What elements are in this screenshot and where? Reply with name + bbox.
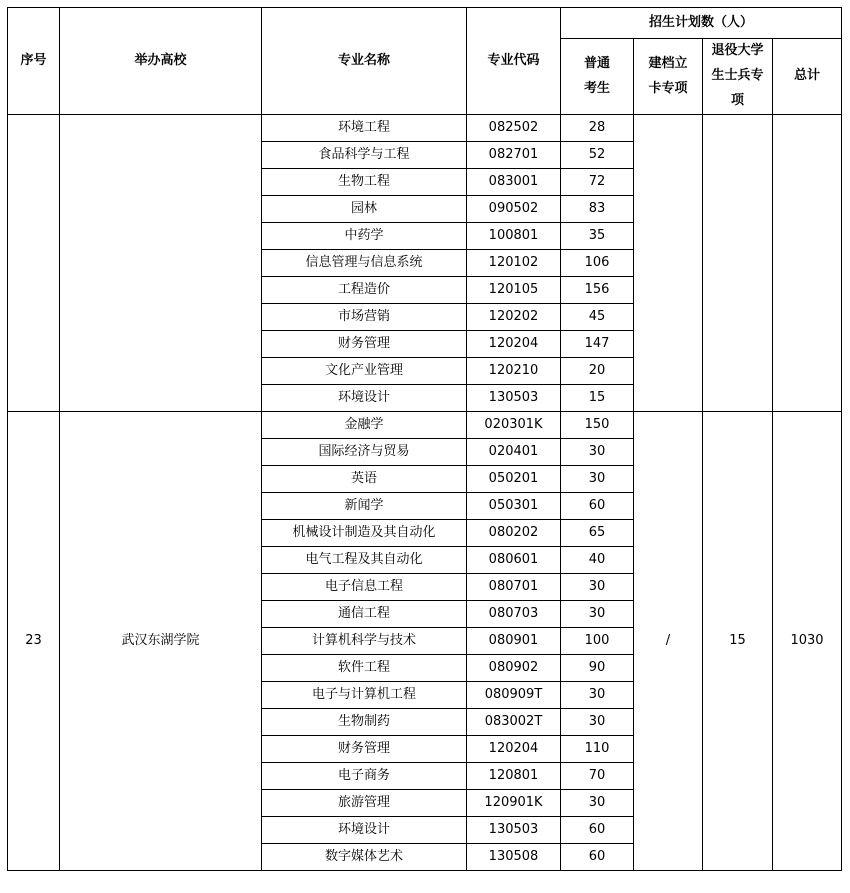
- poverty-cell: /: [634, 412, 703, 871]
- header-major: 专业名称: [262, 8, 467, 115]
- code-cell: 090502: [467, 196, 561, 223]
- major-cell: 软件工程: [262, 655, 467, 682]
- code-cell: 120901K: [467, 790, 561, 817]
- major-cell: 新闻学: [262, 493, 467, 520]
- seq-cell-prev: [8, 115, 60, 412]
- code-cell: 083001: [467, 169, 561, 196]
- code-cell: 080601: [467, 547, 561, 574]
- regular-count-cell: 30: [561, 574, 634, 601]
- regular-count-cell: 156: [561, 277, 634, 304]
- veteran-cell-prev: [703, 115, 773, 412]
- header-school: 举办高校: [60, 8, 262, 115]
- major-cell: 市场营销: [262, 304, 467, 331]
- regular-count-cell: 100: [561, 628, 634, 655]
- regular-count-cell: 30: [561, 709, 634, 736]
- enrollment-plan-table: [7, 7, 842, 871]
- code-cell: 080909T: [467, 682, 561, 709]
- major-cell: 电子与计算机工程: [262, 682, 467, 709]
- regular-count-cell: 60: [561, 844, 634, 871]
- code-cell: 080202: [467, 520, 561, 547]
- major-cell: 电子商务: [262, 763, 467, 790]
- code-cell: 020301K: [467, 412, 561, 439]
- header-plan-group: 招生计划数（人）: [561, 8, 842, 39]
- code-cell: 080703: [467, 601, 561, 628]
- code-cell: 120801: [467, 763, 561, 790]
- regular-count-cell: 30: [561, 790, 634, 817]
- code-cell: 080902: [467, 655, 561, 682]
- code-cell: 120210: [467, 358, 561, 385]
- major-cell: 信息管理与信息系统: [262, 250, 467, 277]
- regular-count-cell: 72: [561, 169, 634, 196]
- major-cell: 通信工程: [262, 601, 467, 628]
- major-cell: 财务管理: [262, 736, 467, 763]
- school-cell: 武汉东湖学院: [60, 412, 262, 871]
- school-cell-prev: [60, 115, 262, 412]
- major-cell: 国际经济与贸易: [262, 439, 467, 466]
- major-cell: 食品科学与工程: [262, 142, 467, 169]
- header-total: 总计: [773, 39, 842, 115]
- header-poverty: 建档立卡专项: [634, 39, 703, 115]
- regular-count-cell: 30: [561, 466, 634, 493]
- code-cell: 130508: [467, 844, 561, 871]
- major-cell: 计算机科学与技术: [262, 628, 467, 655]
- code-cell: 100801: [467, 223, 561, 250]
- major-cell: 机械设计制造及其自动化: [262, 520, 467, 547]
- regular-count-cell: 70: [561, 763, 634, 790]
- regular-count-cell: 52: [561, 142, 634, 169]
- table-row: [8, 412, 842, 439]
- code-cell: 120105: [467, 277, 561, 304]
- header-seq: 序号: [8, 8, 60, 115]
- regular-count-cell: 106: [561, 250, 634, 277]
- regular-count-cell: 90: [561, 655, 634, 682]
- regular-count-cell: 83: [561, 196, 634, 223]
- regular-count-cell: 147: [561, 331, 634, 358]
- major-cell: 金融学: [262, 412, 467, 439]
- code-cell: 080901: [467, 628, 561, 655]
- code-cell: 050201: [467, 466, 561, 493]
- major-cell: 工程造价: [262, 277, 467, 304]
- regular-count-cell: 110: [561, 736, 634, 763]
- code-cell: 050301: [467, 493, 561, 520]
- major-cell: 生物工程: [262, 169, 467, 196]
- regular-count-cell: 150: [561, 412, 634, 439]
- header-regular: 普通考生: [561, 39, 634, 115]
- major-cell: 生物制药: [262, 709, 467, 736]
- major-cell: 财务管理: [262, 331, 467, 358]
- major-cell: 文化产业管理: [262, 358, 467, 385]
- code-cell: 020401: [467, 439, 561, 466]
- poverty-cell-prev: [634, 115, 703, 412]
- major-cell: 环境设计: [262, 817, 467, 844]
- major-cell: 电子信息工程: [262, 574, 467, 601]
- regular-count-cell: 35: [561, 223, 634, 250]
- code-cell: 130503: [467, 817, 561, 844]
- code-cell: 120202: [467, 304, 561, 331]
- header-code: 专业代码: [467, 8, 561, 115]
- code-cell: 120204: [467, 331, 561, 358]
- major-cell: 数字媒体艺术: [262, 844, 467, 871]
- regular-count-cell: 60: [561, 493, 634, 520]
- major-cell: 中药学: [262, 223, 467, 250]
- regular-count-cell: 20: [561, 358, 634, 385]
- code-cell: 120204: [467, 736, 561, 763]
- header-veteran: 退役大学生士兵专项: [703, 39, 773, 115]
- regular-count-cell: 60: [561, 817, 634, 844]
- code-cell: 082502: [467, 115, 561, 142]
- regular-count-cell: 15: [561, 385, 634, 412]
- major-cell: 环境工程: [262, 115, 467, 142]
- regular-count-cell: 45: [561, 304, 634, 331]
- major-cell: 环境设计: [262, 385, 467, 412]
- code-cell: 083002T: [467, 709, 561, 736]
- regular-count-cell: 28: [561, 115, 634, 142]
- table-row: [8, 115, 842, 142]
- code-cell: 080701: [467, 574, 561, 601]
- major-cell: 英语: [262, 466, 467, 493]
- seq-cell: 23: [8, 412, 60, 871]
- regular-count-cell: 30: [561, 682, 634, 709]
- regular-count-cell: 30: [561, 439, 634, 466]
- code-cell: 082701: [467, 142, 561, 169]
- code-cell: 120102: [467, 250, 561, 277]
- major-cell: 电气工程及其自动化: [262, 547, 467, 574]
- major-cell: 园林: [262, 196, 467, 223]
- regular-count-cell: 65: [561, 520, 634, 547]
- total-cell-prev: [773, 115, 842, 412]
- veteran-cell: 15: [703, 412, 773, 871]
- regular-count-cell: 30: [561, 601, 634, 628]
- regular-count-cell: 40: [561, 547, 634, 574]
- total-cell: 1030: [773, 412, 842, 871]
- major-cell: 旅游管理: [262, 790, 467, 817]
- code-cell: 130503: [467, 385, 561, 412]
